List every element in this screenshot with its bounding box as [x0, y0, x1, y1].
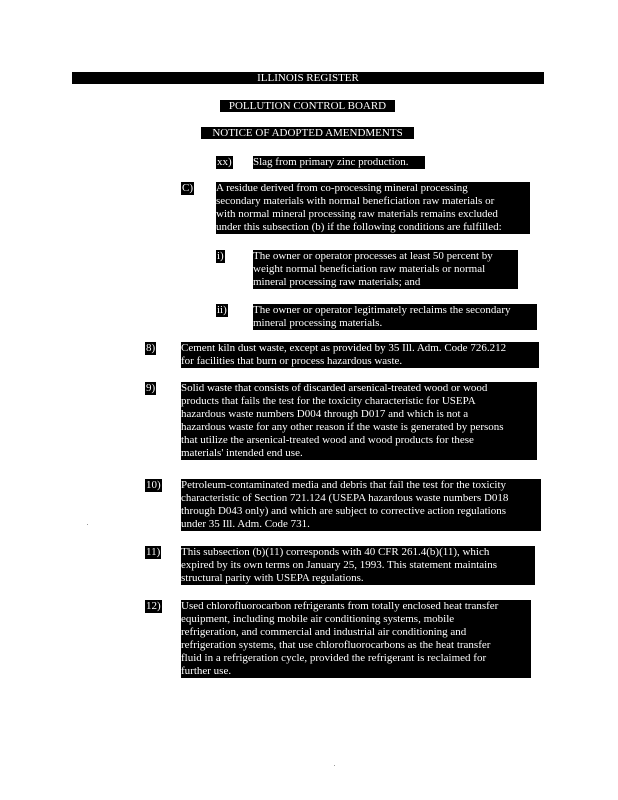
text-line: that utilize the arsenical-treated wood and wood products for these	[181, 434, 474, 446]
item-label-9: 9)	[146, 382, 156, 394]
text-line: Petroleum-contaminated media and debris that fail the test for the toxicity	[181, 479, 507, 491]
item-label-xx: xx)	[217, 156, 232, 168]
item-text-xx	[253, 156, 425, 169]
item-label-11: 11)	[146, 546, 161, 558]
text-line: for facilities that burn or process hazardous waste.	[181, 355, 403, 367]
item-label-10: 10)	[146, 479, 161, 491]
register-header: ILLINOIS REGISTER	[72, 72, 544, 84]
text-line: Solid waste that consists of discarded arsenical-treated wood or wood	[181, 382, 488, 394]
scan-speck	[87, 524, 88, 525]
text-line: refrigeration, and commercial and industrial air conditioning and	[181, 626, 467, 638]
item-label-ii: ii)	[217, 304, 227, 316]
text-line: mineral processing materials.	[253, 317, 383, 329]
item-text-8	[181, 342, 539, 368]
item-text-c	[216, 182, 530, 234]
text-line: hazardous waste for any other reason if the waste is generated by persons	[181, 421, 504, 433]
board-name: POLLUTION CONTROL BOARD	[220, 100, 395, 112]
text-line: The owner or operator processes at least 50 percent by	[253, 250, 493, 262]
item-label-i: i)	[217, 250, 224, 262]
text-line: characteristic of Section 721.124 (USEPA hazardous waste numbers D018	[181, 492, 509, 504]
item-label-8: 8)	[146, 342, 156, 354]
text-line: The owner or operator legitimately reclaims the secondary	[253, 304, 511, 316]
text-line: under this subsection (b) if the following conditions are fulfilled:	[216, 221, 502, 233]
text-line: with normal mineral processing raw materials remains excluded	[216, 208, 498, 220]
text-line: Cement kiln dust waste, except as provided by 35 Ill. Adm. Code 726.212	[181, 342, 507, 354]
text-line: Slag from primary zinc production.	[253, 156, 409, 168]
text-line: fluid in a refrigeration cycle, provided the refrigerant is reclaimed for	[181, 652, 487, 664]
text-line: expired by its own terms on January 25, 1993. This statement maintains	[181, 559, 497, 571]
item-text-i	[253, 250, 518, 289]
text-line: further use.	[181, 665, 232, 677]
text-line: Used chlorofluorocarbon refrigerants from totally enclosed heat transfer	[181, 600, 499, 612]
item-text-12	[181, 600, 531, 678]
text-line: materials' intended end use.	[181, 447, 303, 459]
item-label-c: C)	[182, 182, 193, 194]
item-text-ii	[253, 304, 537, 330]
text-line: refrigeration systems, that use chlorofluorocarbons as the heat transfer	[181, 639, 491, 651]
text-line: secondary materials with normal beneficiation raw materials or	[216, 195, 495, 207]
text-line: weight normal beneficiation raw materials or normal	[253, 263, 486, 275]
item-text-11	[181, 546, 535, 585]
text-line: A residue derived from co-processing mineral processing	[216, 182, 468, 194]
text-line: under 35 Ill. Adm. Code 731.	[181, 518, 310, 530]
item-label-12: 12)	[146, 600, 161, 612]
text-line: equipment, including mobile air conditioning systems, mobile	[181, 613, 455, 625]
text-line: hazardous waste numbers D004 through D017 and which is not a	[181, 408, 469, 420]
text-line: products that fails the test for the toxicity characteristic for USEPA	[181, 395, 476, 407]
text-line: This subsection (b)(11) corresponds with 40 CFR 261.4(b)(11), which	[181, 546, 490, 558]
text-line: mineral processing raw materials; and	[253, 276, 421, 288]
text-line: through D043 only) and which are subject to corrective action regulations	[181, 505, 507, 517]
notice-title: NOTICE OF ADOPTED AMENDMENTS	[201, 127, 414, 139]
item-text-10	[181, 479, 541, 531]
item-text-9	[181, 382, 537, 460]
text-line: structural parity with USEPA regulations.	[181, 572, 364, 584]
scan-speck	[334, 765, 335, 766]
